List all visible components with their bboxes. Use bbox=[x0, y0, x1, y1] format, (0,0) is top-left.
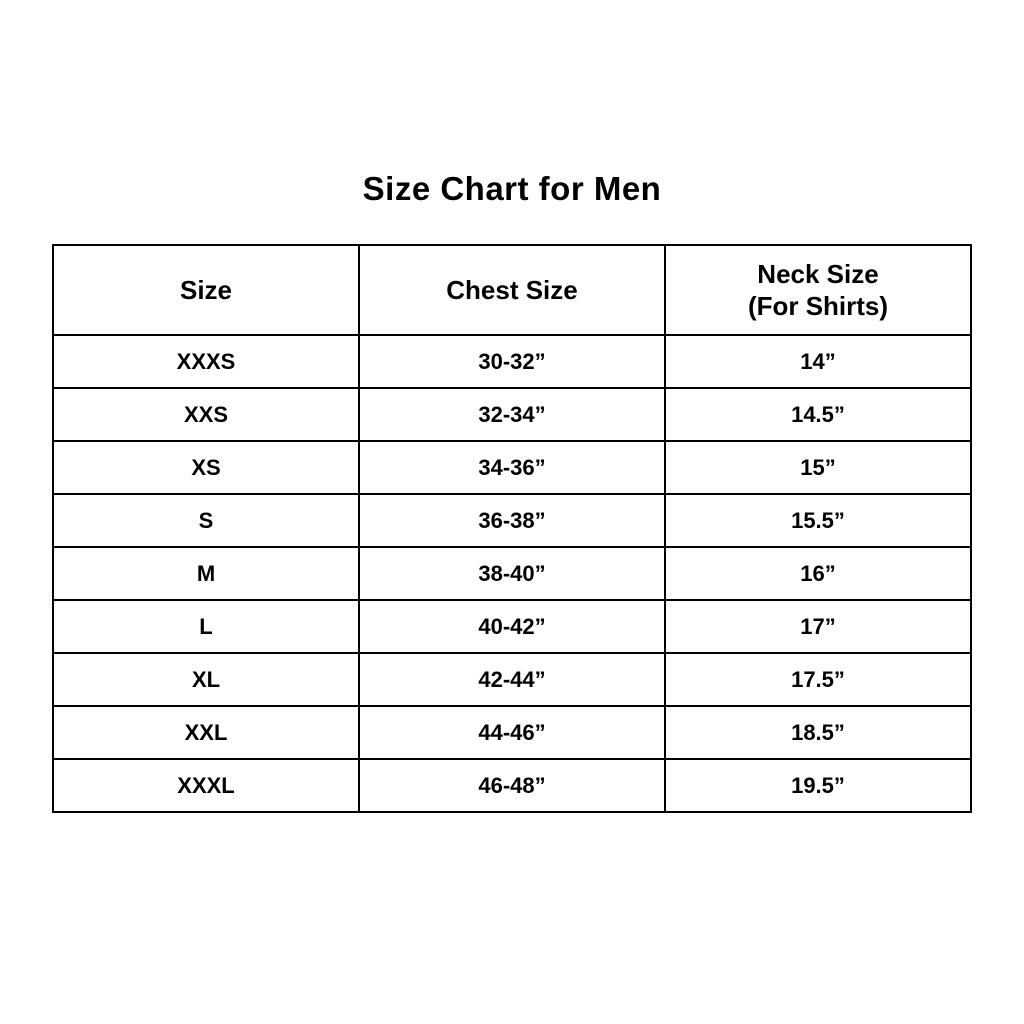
neck-size-cell: 19.5” bbox=[665, 759, 971, 812]
size-cell: M bbox=[53, 547, 359, 600]
table-row bbox=[53, 653, 971, 706]
size-cell: S bbox=[53, 494, 359, 547]
table-row bbox=[53, 600, 971, 653]
size-cell: XXS bbox=[53, 388, 359, 441]
header-cell-size bbox=[53, 245, 359, 335]
chest-size-cell: 36-38” bbox=[359, 494, 665, 547]
page-title: Size Chart for Men bbox=[362, 170, 662, 207]
chest-size-cell: 34-36” bbox=[359, 441, 665, 494]
header-sublabel-neck-size: (For Shirts) bbox=[747, 291, 889, 321]
neck-size-cell: 14.5” bbox=[665, 388, 971, 441]
neck-size-cell: 16” bbox=[665, 547, 971, 600]
table-row bbox=[53, 441, 971, 494]
chest-size-cell: 38-40” bbox=[359, 547, 665, 600]
neck-size-cell: 17” bbox=[665, 600, 971, 653]
header-label-chest-size: Chest Size bbox=[446, 274, 578, 305]
chest-size-cell: 30-32” bbox=[359, 335, 665, 388]
table-row bbox=[53, 759, 971, 812]
chest-size-cell: 40-42” bbox=[359, 600, 665, 653]
neck-size-cell: 15” bbox=[665, 441, 971, 494]
chest-size-cell: 46-48” bbox=[359, 759, 665, 812]
table-row bbox=[53, 388, 971, 441]
table-row bbox=[53, 494, 971, 547]
table-body bbox=[53, 335, 971, 812]
table-row bbox=[53, 547, 971, 600]
neck-size-cell: 14” bbox=[665, 335, 971, 388]
chest-size-cell: 44-46” bbox=[359, 706, 665, 759]
size-cell: XL bbox=[53, 653, 359, 706]
size-cell: XXL bbox=[53, 706, 359, 759]
table-header bbox=[53, 245, 971, 335]
neck-size-cell: 18.5” bbox=[665, 706, 971, 759]
size-cell: XXXS bbox=[53, 335, 359, 388]
neck-size-cell: 17.5” bbox=[665, 653, 971, 706]
size-cell: XS bbox=[53, 441, 359, 494]
size-chart-table bbox=[52, 244, 972, 813]
table-row bbox=[53, 706, 971, 759]
size-cell: L bbox=[53, 600, 359, 653]
chest-size-cell: 32-34” bbox=[359, 388, 665, 441]
header-row bbox=[53, 245, 971, 335]
header-label-neck-size: Neck Size bbox=[757, 258, 879, 289]
table-row bbox=[53, 335, 971, 388]
header-cell-neck-size bbox=[665, 245, 971, 335]
header-label-size: Size bbox=[179, 274, 233, 305]
header-cell-chest-size bbox=[359, 245, 665, 335]
chest-size-cell: 42-44” bbox=[359, 653, 665, 706]
neck-size-cell: 15.5” bbox=[665, 494, 971, 547]
size-cell: XXXL bbox=[53, 759, 359, 812]
